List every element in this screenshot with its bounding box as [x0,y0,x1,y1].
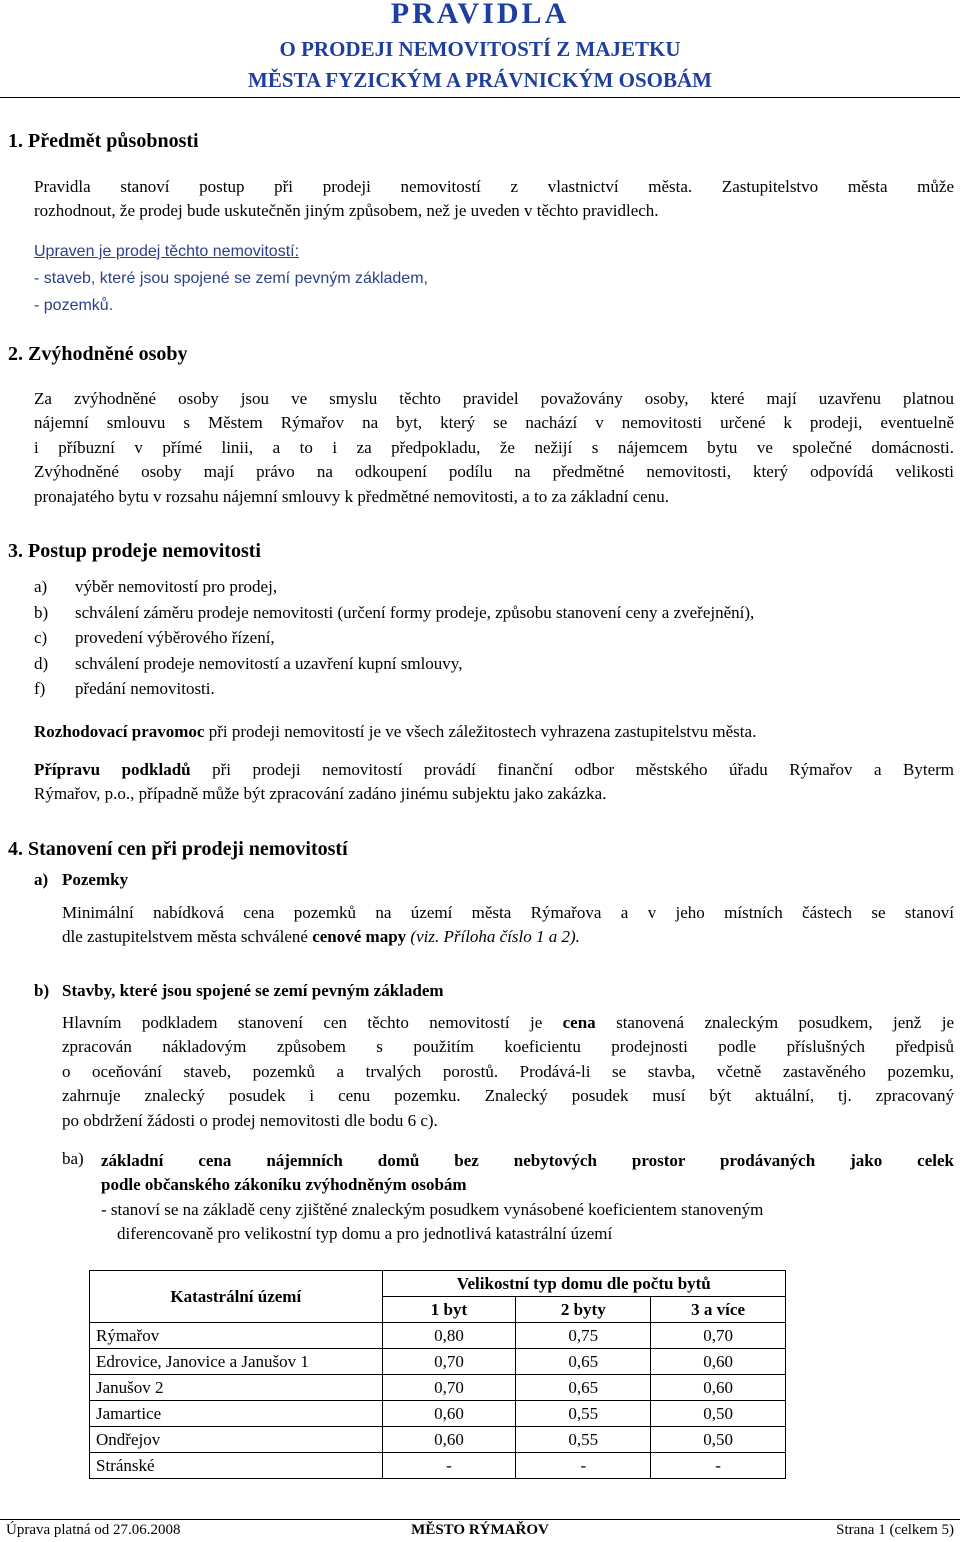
table-header-row [90,1271,786,1297]
footer-rule [0,1519,960,1520]
table-cell: 0,60 [382,1401,516,1427]
section-2-heading: 2. Zvýhodněné osoby [8,343,188,365]
text-line: rozhodnout, že prodej bude uskutečněn jiným způsobem, než je uveden v těchto pravidlech. [34,201,659,221]
section-1-paragraph [34,175,954,224]
ba-description [101,1198,763,1247]
section-3-heading: 3. Postup prodeje nemovitosti [8,540,261,562]
doc-subtitle-1: O PRODEJI NEMOVITOSTÍ Z MAJETKU [279,37,681,61]
text-line: Rýmařov, p.o., případně může být zpracování zadáno jinému subjektu jako zakázka. [34,784,607,804]
subsection-a-paragraph [62,901,954,950]
table-cell: 0,55 [516,1401,651,1427]
list-text: provedení výběrového řízení, [75,628,275,647]
section-2-paragraph [34,387,954,509]
text-line [62,1011,954,1035]
list-key: b) [34,602,49,622]
section-4-heading: 4. Stanovení cen při prodeji nemovitostí [8,838,348,860]
table-cell: Edrovice, Janovice a Janušov 1 [90,1349,383,1375]
header-rule [0,97,960,98]
table-cell: Stránské [90,1453,383,1479]
table-row [90,1375,786,1401]
table-header-cell: 2 byty [516,1297,651,1323]
section-1-heading: 1. Předmět působnosti [8,130,199,152]
bold-term: Rozhodovací pravomoc [34,722,205,741]
italic-ref: (viz. Příloha číslo 1 a 2). [406,927,580,947]
ba-key: ba) [62,1149,84,1168]
table-cell: 0,50 [651,1427,786,1453]
list-text: schválení záměru prodeje nemovitosti (určení formy prodeje, způsobu stanovení ceny a zveřejnění), [75,602,755,622]
table-header-cell: Katastrální území [90,1271,383,1323]
table-header-cell: Velikostní typ domu dle počtu bytů [382,1271,785,1297]
bold-term: cenové mapy [312,927,407,947]
text-line: podle občanského zákoníku zvýhodněným osobám [101,1175,467,1195]
text-line: o oceňování staveb, pozemků a trvalých porostů. Prodává-li se stavba, včetně zastavěného pozemku, [62,1061,954,1081]
text-line: zahrnuje znalecký posudek i cenu pozemku. Znalecký posudek musí být aktuální, tj. zpracovaný [62,1086,954,1106]
table-cell: 0,70 [651,1323,786,1349]
rozhodovaci-paragraph [34,720,756,744]
text-line: nájemní smlouvu s Městem Rýmařov na byt, který se nachází v nemovitosti určené k prodeji, eventuelně [34,413,954,433]
footer-validity: Úprava platná od 27.06.2008 [6,1522,181,1538]
sub-title: Stavby, které jsou spojené se zemí pevným základem [62,981,444,1000]
table-cell: - [651,1453,786,1479]
doc-title: PRAVIDLA [390,0,570,30]
list-key: f) [34,679,46,698]
table-cell: 0,65 [516,1375,651,1401]
text-line: diferencovaně pro velikostní typ domu a pro jednotlivá katastrální území [117,1224,613,1244]
list-item [34,625,754,651]
list-key: a) [34,577,48,596]
text-line: Pravidla stanoví postup při prodeji nemovitostí z vlastnictví města. Zastupitelstvo města může [34,177,954,196]
list-item: - pozemků. [34,297,114,314]
text-line: Minimální nabídková cena pozemků na území města Rýmařova a v jeho místních částech se stanoví [62,903,954,922]
text-line: Zvýhodněné osoby mají právo na odkoupení podílu na předmětné nemovitosti, který odpovídá velikosti [34,462,954,482]
table-cell: - [516,1453,651,1479]
sub-key: b) [34,981,50,1000]
subsection-b-heading [34,981,444,1001]
subsection-b-paragraph [62,1011,954,1133]
table-cell: 0,70 [382,1375,516,1401]
text-line: Za zvýhodněné osoby jsou ve smyslu těchto pravidel považovány osoby, které mají uzavřenu platnou [34,389,954,408]
list-text: schválení prodeje nemovitostí a uzavření kupní smlouvy, [75,653,463,673]
table-row [90,1401,786,1427]
text-line [62,925,954,949]
ba-heading [101,1149,954,1198]
list-key: d) [34,653,49,673]
table-cell: 0,70 [382,1349,516,1375]
sub-title: Pozemky [62,870,129,889]
text-line: - stanoví se na základě ceny zjištěné znaleckým posudkem vynásobené koeficientem stanoveným [101,1200,764,1219]
table-row [90,1323,786,1349]
table-cell: 0,65 [516,1349,651,1375]
bold-term: Přípravu podkladů [34,760,191,779]
table-cell: - [382,1453,516,1479]
text-line: pronajatého bytu v rozsahu nájemní smlouvy k předmětné nemovitosti, a to za základní cenu. [34,486,669,506]
text: Hlavním podkladem stanovení cen těchto nemovitostí je [62,1013,563,1032]
table-cell: 0,50 [651,1401,786,1427]
text: dle zastupitelstvem města schválené [62,927,313,947]
section-3-list [34,574,754,702]
list-item [34,676,754,702]
list-item: - staveb, které jsou spojené se zemí pevným základem, [34,270,428,287]
table-cell: 0,60 [651,1375,786,1401]
table-cell: Janušov 2 [90,1375,383,1401]
priprava-paragraph [34,758,954,807]
text-line: základní cena nájemních domů bez nebytových prostor prodávaných jako celek [101,1151,954,1170]
table-cell: Rýmařov [90,1323,383,1349]
text-line: i příbuzní v přímé linii, a to i za předpokladu, že nežijí s nájemcem bytu ve společné domácnosti. [34,437,954,457]
text: stanovená znaleckým posudkem, jenž je [595,1013,954,1032]
table-row [90,1453,786,1479]
doc-subtitle-2: MĚSTA FYZICKÝM A PRÁVNICKÝM OSOBÁM [248,68,712,92]
upraven-text: Upraven je prodej těchto nemovitostí: [34,243,300,260]
coefficient-table [89,1270,786,1479]
text-line: zpracován nákladovým způsobem s použitím koeficientu prodejnosti podle příslušných předpisů [62,1037,954,1057]
bold-term: cena [562,1013,596,1032]
table-cell: 0,55 [516,1427,651,1453]
list-text: výběr nemovitostí pro prodej, [75,577,278,596]
table-header-cell: 3 a více [651,1297,786,1323]
text-line: po obdržení žádosti o prodej nemovitosti dle bodu 6 c). [62,1110,438,1130]
list-text: předání nemovitosti. [75,679,215,698]
list-item [34,600,754,626]
section-1-list [34,238,428,319]
table-cell: 0,80 [382,1323,516,1349]
list-item [34,574,754,600]
footer-city: MĚSTO RÝMAŘOV [411,1522,549,1538]
table-row [90,1349,786,1375]
list-item [34,651,754,677]
table-header-cell: 1 byt [382,1297,516,1323]
table-row [90,1427,786,1453]
table-cell: 0,60 [651,1349,786,1375]
sub-key: a) [34,870,49,889]
text-line [34,758,954,782]
footer-page: Strana 1 (celkem 5) [836,1522,954,1538]
table-cell: 0,60 [382,1427,516,1453]
list-key: c) [34,628,48,647]
table-cell: 0,75 [516,1323,651,1349]
text: při prodeji nemovitostí je ve všech záležitostech vyhrazena zastupitelstvu města. [204,722,757,741]
text: při prodeji nemovitostí provádí finanční odbor městského úřadu Rýmařov a Byterm [190,760,954,779]
table-cell: Jamartice [90,1401,383,1427]
subsection-a-heading [34,870,128,890]
table-cell: Ondřejov [90,1427,383,1453]
